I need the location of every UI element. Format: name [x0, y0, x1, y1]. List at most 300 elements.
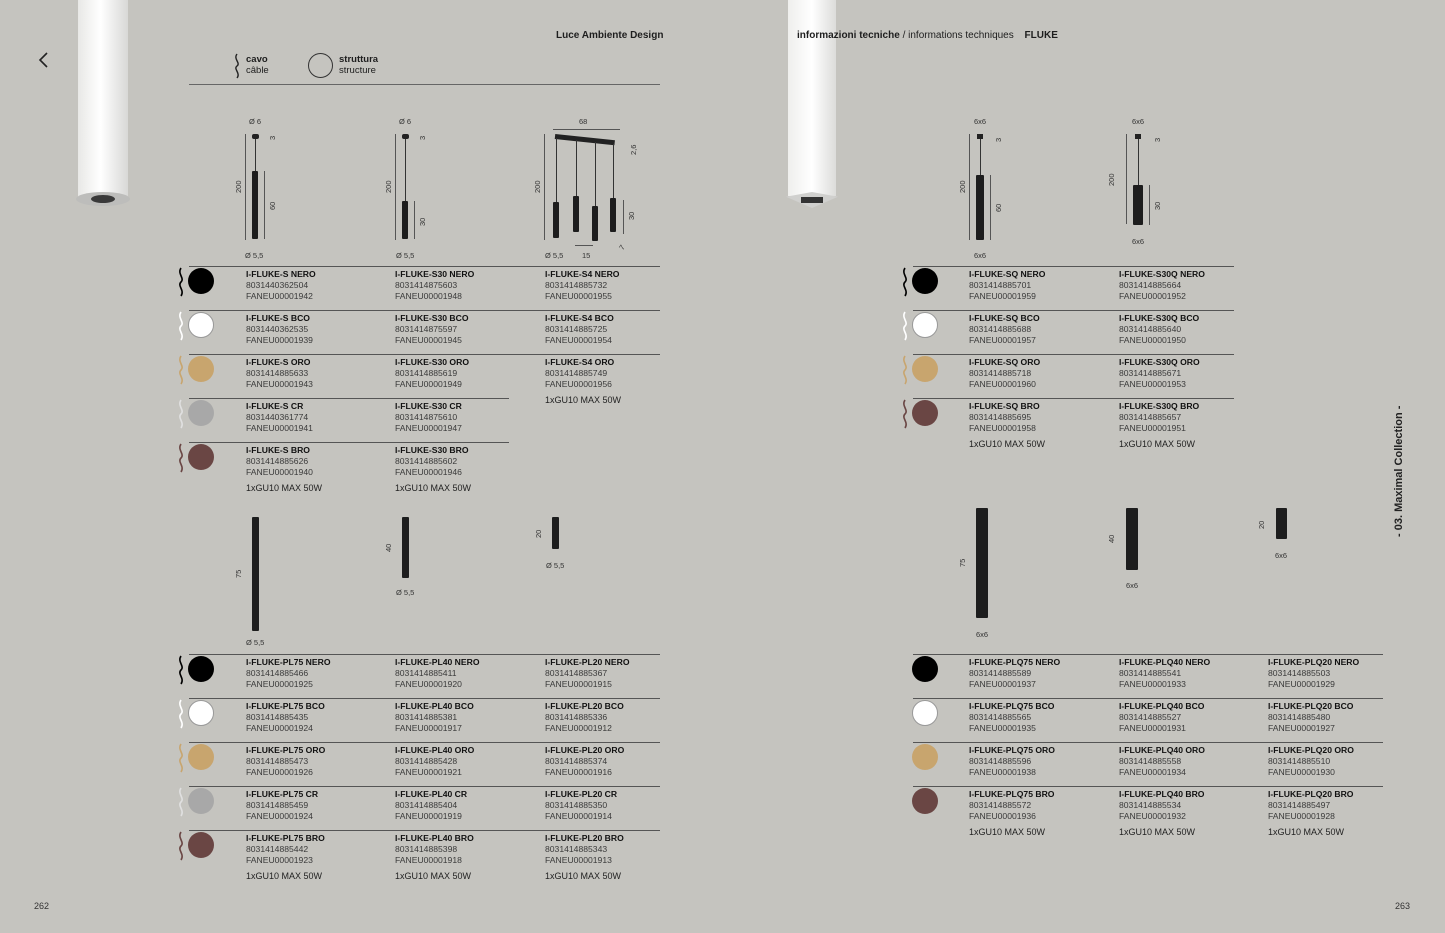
row-divider [189, 654, 660, 655]
product-name: I-FLUKE-PL40 CR [395, 789, 468, 799]
dim-d55-pl20: Ø 5,5 [546, 561, 565, 570]
product-code: FANEU00001952 [1119, 291, 1186, 301]
product-code: FANEU00001935 [969, 723, 1036, 733]
product-entry [246, 401, 313, 434]
dim-d6-s: Ø 6 [249, 117, 262, 126]
dim-30-s30q: 30 [1153, 201, 1162, 210]
product-name: I-FLUKE-S30 NERO [395, 269, 475, 279]
product-entry [395, 357, 469, 390]
cable-wave-icon [176, 699, 186, 729]
dim-6x6-plq75: 6x6 [976, 630, 989, 639]
back-button[interactable] [34, 50, 54, 70]
product-ean: 8031440361774 [246, 412, 309, 422]
cable-wave [176, 311, 186, 341]
product-entry [545, 269, 619, 302]
product-entry [545, 745, 624, 778]
product-entry [969, 745, 1055, 778]
lamp-spec-note: 1xGU10 MAX 50W [395, 483, 472, 493]
product-entry [969, 789, 1054, 822]
product-name: I-FLUKE-PLQ20 BRO [1268, 789, 1354, 799]
product-code: FANEU00001938 [969, 767, 1036, 777]
product-ean: 8031414885671 [1119, 368, 1182, 378]
lamp-spec-note: 1xGU10 MAX 50W [545, 871, 622, 881]
cable-wave-icon [176, 787, 186, 817]
finish-swatch [188, 312, 214, 338]
product-code: FANEU00001957 [969, 335, 1036, 345]
product-name: I-FLUKE-PLQ75 BCO [969, 701, 1055, 711]
right-header [797, 30, 1058, 41]
product-name: I-FLUKE-SQ BCO [969, 313, 1040, 323]
product-code: FANEU00001942 [246, 291, 313, 301]
cable-wave-icon [176, 743, 186, 773]
dim-6x6-plq20: 6x6 [1275, 551, 1288, 560]
product-ean: 8031414885350 [545, 800, 608, 810]
product-ean: 8031414885701 [969, 280, 1032, 290]
cable-wave [176, 787, 186, 817]
product-ean: 8031414885534 [1119, 800, 1182, 810]
legend-cavo-fr: câble [246, 65, 269, 76]
product-code: FANEU00001924 [246, 811, 313, 821]
dim-6x6-s30q-top: 6x6 [1132, 117, 1145, 126]
dim-20-pl20: 20 [534, 529, 543, 538]
product-entry [246, 313, 313, 346]
row-divider [913, 310, 1234, 311]
product-code: FANEU00001941 [246, 423, 313, 433]
product-entry [969, 401, 1040, 434]
row-divider [189, 310, 660, 311]
lamp-spec-note: 1xGU10 MAX 50W [1119, 439, 1196, 449]
dim-6x6-sq-bottom: 6x6 [974, 251, 987, 260]
finish-swatch [188, 356, 214, 382]
page-number-right: 263 [1395, 901, 1411, 911]
right-header-bold: informazioni tecniche [797, 30, 900, 41]
product-name: I-FLUKE-PL20 BCO [545, 701, 624, 711]
cable-wave-icon [176, 267, 186, 297]
legend-struttura [339, 54, 378, 76]
product-entry [1119, 745, 1205, 778]
product-code: FANEU00001926 [246, 767, 313, 777]
product-code: FANEU00001917 [395, 723, 462, 733]
product-entry [969, 313, 1040, 346]
dim-75-plq75: 75 [958, 558, 967, 567]
cable-wave [900, 267, 910, 297]
product-name: I-FLUKE-PLQ20 ORO [1268, 745, 1354, 755]
row-divider [913, 354, 1234, 355]
product-ean: 8031414885503 [1268, 668, 1331, 678]
product-code: FANEU00001946 [395, 467, 462, 477]
product-name: I-FLUKE-PLQ75 BRO [969, 789, 1055, 799]
product-entry [395, 313, 469, 346]
product-code: FANEU00001916 [545, 767, 612, 777]
product-ean: 8031414885602 [395, 456, 458, 466]
product-name: I-FLUKE-SQ ORO [969, 357, 1041, 367]
product-code: FANEU00001929 [1268, 679, 1335, 689]
product-name: I-FLUKE-S CR [246, 401, 304, 411]
lamp-spec-note: 1xGU10 MAX 50W [1119, 827, 1196, 837]
product-name: I-FLUKE-S30 BRO [395, 445, 469, 455]
dim-200-s: 200 [234, 180, 243, 193]
finish-swatch [912, 312, 938, 338]
product-ean: 8031414885695 [969, 412, 1032, 422]
product-code: FANEU00001955 [545, 291, 612, 301]
product-entry [969, 701, 1054, 734]
product-code: FANEU00001927 [1268, 723, 1335, 733]
row-divider [189, 354, 660, 355]
dim-6x6-sq-top: 6x6 [974, 117, 987, 126]
cable-wave [900, 311, 910, 341]
dim-75-pl75: 75 [234, 569, 243, 578]
chevron-left-icon [34, 50, 54, 70]
product-code: FANEU00001933 [1119, 679, 1186, 689]
cable-wave [176, 699, 186, 729]
product-ean: 8031414885404 [395, 800, 458, 810]
dim-d6-s30: Ø 6 [399, 117, 412, 126]
cable-wave [176, 655, 186, 685]
dim-3-s30: 3 [418, 135, 427, 140]
product-code: FANEU00001960 [969, 379, 1036, 389]
finish-swatch [912, 268, 938, 294]
product-ean: 8031414885572 [969, 800, 1032, 810]
product-name: I-FLUKE-PL40 BCO [395, 701, 474, 711]
product-ean: 8031414885510 [1268, 756, 1331, 766]
product-ean: 8031414885367 [545, 668, 608, 678]
product-name: I-FLUKE-S BRO [246, 445, 310, 455]
product-entry [246, 789, 318, 822]
product-entry [395, 657, 480, 690]
row-divider [189, 742, 660, 743]
row-divider [189, 442, 509, 443]
row-divider [913, 654, 1383, 655]
product-ean: 8031414875610 [395, 412, 458, 422]
product-entry [395, 401, 462, 434]
product-code: FANEU00001930 [1268, 767, 1335, 777]
dim-40-plq40: 40 [1107, 534, 1116, 543]
product-code: FANEU00001915 [545, 679, 612, 689]
product-entry [545, 313, 614, 346]
row-divider [913, 266, 1234, 267]
product-entry [246, 445, 313, 478]
product-name: I-FLUKE-S4 NERO [545, 269, 620, 279]
product-name: I-FLUKE-PL75 NERO [246, 657, 331, 667]
structure-circle-icon [308, 53, 333, 78]
drawing-fluke-plq20 [1276, 508, 1287, 539]
cable-wave-icon [176, 311, 186, 341]
lamp-spec-note: 1xGU10 MAX 50W [1268, 827, 1345, 837]
product-entry [969, 269, 1045, 302]
drawing-fluke-pl20 [552, 517, 559, 549]
product-code: FANEU00001921 [395, 767, 462, 777]
finish-swatch [912, 400, 938, 426]
product-name: I-FLUKE-S4 BCO [545, 313, 614, 323]
product-entry [395, 789, 467, 822]
product-ean: 8031414885565 [969, 712, 1032, 722]
product-code: FANEU00001932 [1119, 811, 1186, 821]
product-ean: 8031414885664 [1119, 280, 1182, 290]
product-entry [246, 745, 325, 778]
product-entry [395, 701, 474, 734]
product-code: FANEU00001940 [246, 467, 313, 477]
product-entry [395, 833, 474, 866]
left-header: Luce Ambiente Design [556, 30, 664, 41]
cable-wave [900, 399, 910, 429]
dim-d55-pl75: Ø 5,5 [246, 638, 265, 647]
product-name: I-FLUKE-S BCO [246, 313, 310, 323]
product-entry [545, 701, 624, 734]
product-entry [545, 833, 624, 866]
product-name: I-FLUKE-PLQ40 NERO [1119, 657, 1211, 667]
cable-wave [176, 443, 186, 473]
product-code: FANEU00001956 [545, 379, 612, 389]
product-name: I-FLUKE-SQ BRO [969, 401, 1040, 411]
legend-divider [189, 84, 660, 85]
dim-7-s4: 7 [617, 243, 627, 252]
product-name: I-FLUKE-PL20 NERO [545, 657, 630, 667]
cable-wave [176, 743, 186, 773]
product-code: FANEU00001918 [395, 855, 462, 865]
finish-swatch [912, 656, 938, 682]
dim-200-sq: 200 [958, 180, 967, 193]
dim-20-plq20: 20 [1257, 520, 1266, 529]
dim-26-s4: 2,6 [629, 144, 638, 155]
right-header-product: FLUKE [1024, 30, 1058, 41]
dim-d55-s: Ø 5,5 [245, 251, 264, 260]
dim-15-s4: 15 [582, 251, 591, 260]
row-divider [913, 398, 1234, 399]
finish-swatch [188, 700, 214, 726]
cable-wave [900, 355, 910, 385]
product-code: FANEU00001919 [395, 811, 462, 821]
product-ean: 8031414885480 [1268, 712, 1331, 722]
product-ean: 8031414885473 [246, 756, 309, 766]
product-name: I-FLUKE-PL20 BRO [545, 833, 624, 843]
drawing-fluke-plq40 [1126, 508, 1138, 570]
row-divider [913, 742, 1383, 743]
product-ean: 8031414885657 [1119, 412, 1182, 422]
product-entry [1268, 789, 1353, 822]
row-divider [189, 698, 660, 699]
product-ean: 8031414885381 [395, 712, 458, 722]
product-name: I-FLUKE-S30Q ORO [1119, 357, 1200, 367]
finish-swatch [188, 744, 214, 770]
product-ean: 8031414885442 [246, 844, 309, 854]
product-code: FANEU00001912 [545, 723, 612, 733]
cable-wave-icon [176, 443, 186, 473]
product-name: I-FLUKE-PLQ20 BCO [1268, 701, 1354, 711]
cable-wave [176, 831, 186, 861]
section-label: - 03. Maximal Collection - [1393, 405, 1405, 537]
product-entry [1119, 401, 1199, 434]
lamp-spec-note: 1xGU10 MAX 50W [246, 483, 323, 493]
cable-wave-icon [900, 311, 910, 341]
product-code: FANEU00001948 [395, 291, 462, 301]
dim-3-s30q: 3 [1153, 137, 1162, 142]
drawing-fluke-s [244, 130, 274, 248]
dim-3-s: 3 [268, 135, 277, 140]
cable-wave [176, 399, 186, 429]
product-name: I-FLUKE-PL75 BCO [246, 701, 325, 711]
page-number-left: 262 [34, 901, 50, 911]
product-entry [246, 269, 316, 302]
row-divider [913, 698, 1383, 699]
product-code: FANEU00001943 [246, 379, 313, 389]
finish-swatch [188, 444, 214, 470]
product-entry [545, 657, 630, 690]
row-divider [189, 786, 660, 787]
product-code: FANEU00001937 [969, 679, 1036, 689]
product-code: FANEU00001923 [246, 855, 313, 865]
product-ean: 8031414885336 [545, 712, 608, 722]
product-name: I-FLUKE-S30 CR [395, 401, 462, 411]
product-code: FANEU00001949 [395, 379, 462, 389]
drawing-fluke-sq [968, 130, 998, 248]
product-name: I-FLUKE-S30 BCO [395, 313, 469, 323]
product-entry [1268, 745, 1354, 778]
product-name: I-FLUKE-PL20 ORO [545, 745, 625, 755]
product-code: FANEU00001947 [395, 423, 462, 433]
cable-wave-icon [900, 399, 910, 429]
product-code: FANEU00001945 [395, 335, 462, 345]
finish-swatch [188, 788, 214, 814]
product-ean: 8031414885732 [545, 280, 608, 290]
dim-6x6-plq40: 6x6 [1126, 581, 1139, 590]
product-name: I-FLUKE-S ORO [246, 357, 311, 367]
drawing-fluke-s30q [1126, 130, 1156, 230]
product-ean: 8031414885749 [545, 368, 608, 378]
dim-200-s30: 200 [384, 180, 393, 193]
right-header-sep: / informations techniques [899, 30, 1014, 41]
product-entry [545, 357, 614, 390]
row-divider [189, 830, 660, 831]
finish-swatch [912, 744, 938, 770]
drawing-fluke-pl75 [252, 517, 259, 631]
finish-swatch [912, 356, 938, 382]
dim-60-sq: 60 [994, 203, 1003, 212]
product-name: I-FLUKE-PLQ40 BRO [1119, 789, 1205, 799]
dim-d55-s4: Ø 5,5 [545, 251, 564, 260]
product-name: I-FLUKE-PLQ75 NERO [969, 657, 1061, 667]
product-ean: 8031414885718 [969, 368, 1032, 378]
product-name: I-FLUKE-S30Q NERO [1119, 269, 1205, 279]
product-entry [1119, 701, 1204, 734]
cable-wave-icon [176, 399, 186, 429]
cable-wave [176, 267, 186, 297]
product-ean: 8031414885558 [1119, 756, 1182, 766]
hero-lamp-round [76, 0, 130, 207]
product-code: FANEU00001931 [1119, 723, 1186, 733]
product-ean: 8031414885497 [1268, 800, 1331, 810]
product-ean: 8031414885466 [246, 668, 309, 678]
product-name: I-FLUKE-PL40 NERO [395, 657, 480, 667]
product-name: I-FLUKE-PL40 ORO [395, 745, 475, 755]
product-ean: 8031440362504 [246, 280, 309, 290]
product-entry [395, 445, 469, 478]
product-name: I-FLUKE-PLQ75 ORO [969, 745, 1055, 755]
product-entry [545, 789, 617, 822]
cable-wave-icon [176, 655, 186, 685]
product-code: FANEU00001951 [1119, 423, 1186, 433]
product-ean: 8031414885459 [246, 800, 309, 810]
lamp-spec-note: 1xGU10 MAX 50W [545, 395, 622, 405]
dim-d55-pl40: Ø 5,5 [396, 588, 415, 597]
product-entry [1268, 701, 1353, 734]
product-name: I-FLUKE-PLQ40 BCO [1119, 701, 1205, 711]
product-ean: 8031414875603 [395, 280, 458, 290]
product-code: FANEU00001958 [969, 423, 1036, 433]
dim-d55-s30: Ø 5,5 [396, 251, 415, 260]
product-ean: 8031414885688 [969, 324, 1032, 334]
product-ean: 8031414885428 [395, 756, 458, 766]
product-code: FANEU00001953 [1119, 379, 1186, 389]
cable-wave-icon [900, 267, 910, 297]
product-ean: 8031414885633 [246, 368, 309, 378]
lamp-spec-note: 1xGU10 MAX 50W [969, 827, 1046, 837]
dim-40-pl40: 40 [384, 543, 393, 552]
product-entry [1119, 357, 1200, 390]
legend-cavo-it: cavo [246, 54, 268, 65]
product-name: I-FLUKE-SQ NERO [969, 269, 1046, 279]
product-ean: 8031414885374 [545, 756, 608, 766]
product-code: FANEU00001934 [1119, 767, 1186, 777]
finish-swatch [188, 400, 214, 426]
dim-200-s4: 200 [533, 180, 542, 193]
product-ean: 8031414885725 [545, 324, 608, 334]
product-entry [1268, 657, 1359, 690]
cable-wave-icon [232, 53, 242, 79]
product-ean: 8031414875597 [395, 324, 458, 334]
product-ean: 8031414885541 [1119, 668, 1182, 678]
row-divider [189, 266, 660, 267]
product-ean: 8031414885626 [246, 456, 309, 466]
product-ean: 8031414885619 [395, 368, 458, 378]
product-ean: 8031414885640 [1119, 324, 1182, 334]
product-name: I-FLUKE-PLQ40 ORO [1119, 745, 1205, 755]
product-code: FANEU00001924 [246, 723, 313, 733]
drawing-fluke-s4 [545, 126, 635, 251]
product-entry [1119, 789, 1204, 822]
product-ean: 8031414885596 [969, 756, 1032, 766]
product-name: I-FLUKE-PL20 CR [545, 789, 618, 799]
product-code: FANEU00001936 [969, 811, 1036, 821]
row-divider [913, 786, 1383, 787]
legend-struttura-fr: structure [339, 65, 376, 76]
dim-30-s4: 30 [627, 211, 636, 220]
drawing-fluke-s30 [394, 130, 424, 248]
finish-swatch [912, 788, 938, 814]
dim-68-s4: 68 [579, 117, 588, 126]
product-ean: 8031414885343 [545, 844, 608, 854]
product-entry [246, 833, 325, 866]
product-entry [395, 269, 474, 302]
product-name: I-FLUKE-PL40 BRO [395, 833, 474, 843]
product-code: FANEU00001954 [545, 335, 612, 345]
legend-struttura-it: struttura [339, 54, 379, 65]
product-entry [395, 745, 474, 778]
finish-swatch [188, 268, 214, 294]
product-entry [1119, 313, 1199, 346]
legend-cavo [246, 54, 269, 76]
cable-wave-icon [176, 355, 186, 385]
product-entry [246, 701, 325, 734]
product-code: FANEU00001914 [545, 811, 612, 821]
dim-60-s: 60 [268, 201, 277, 210]
cable-wave [176, 355, 186, 385]
product-ean: 8031414885527 [1119, 712, 1182, 722]
lamp-spec-note: 1xGU10 MAX 50W [969, 439, 1046, 449]
product-name: I-FLUKE-S NERO [246, 269, 316, 279]
product-ean: 8031414885589 [969, 668, 1032, 678]
product-ean: 8031414885435 [246, 712, 309, 722]
product-ean: 8031414885411 [395, 668, 457, 678]
